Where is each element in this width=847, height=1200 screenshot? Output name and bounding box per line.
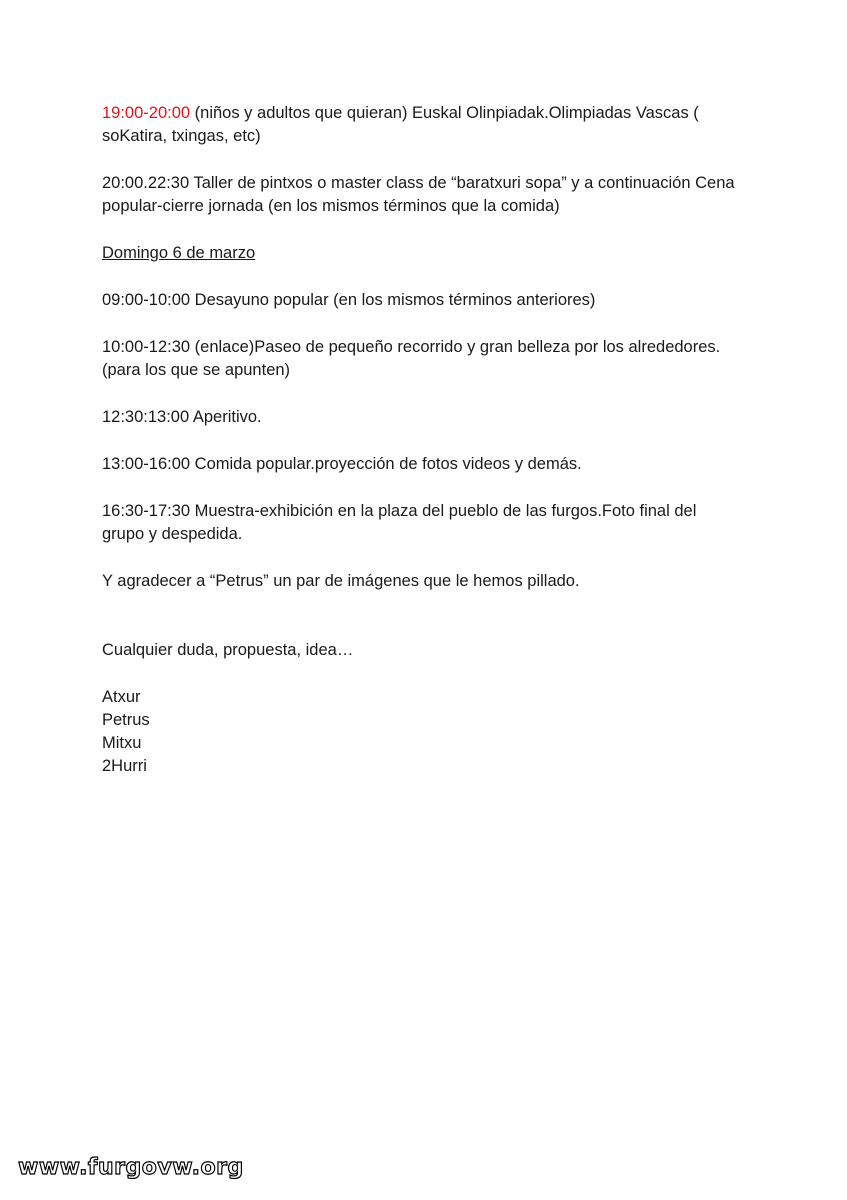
schedule-item-breakfast: 09:00-10:00 Desayuno popular (en los mismos términos anteriores) xyxy=(102,291,596,309)
schedule-item-olympics xyxy=(102,102,742,148)
signature-name: 2Hurri xyxy=(102,757,147,775)
schedule-item-lunch: 13:00-16:00 Comida popular.proyección de fotos videos y demás. xyxy=(102,455,582,473)
schedule-item-pintxos: 20:00.22:30 Taller de pintxos o master class de “baratxuri sopa” y a continuación Cena popular-cierre jornada (en los mismos términos que la comida) xyxy=(102,174,735,215)
closing-line: Cualquier duda, propuesta, idea… xyxy=(102,641,354,659)
signature-name: Atxur xyxy=(102,688,141,706)
schedule-item-text: (niños y adultos que quieran) Euskal Olinpiadak.Olimpiadas Vascas ( soKatira, txingas, etc) xyxy=(102,104,699,145)
thanks-line: Y agradecer a “Petrus” un par de imágenes que le hemos pillado. xyxy=(102,572,580,590)
schedule-item-aperitivo: 12:30:13:00 Aperitivo. xyxy=(102,408,262,426)
sunday-heading xyxy=(102,242,742,265)
schedule-item-walk: 10:00-12:30 (enlace)Paseo de pequeño recorrido y gran belleza por los alrededores.(para los que se apunten) xyxy=(102,338,721,379)
schedule-item-exhibition: 16:30-17:30 Muestra-exhibición en la plaza del pueblo de las furgos.Foto final del grupo y despedida. xyxy=(102,502,697,543)
signature-name: Petrus xyxy=(102,711,150,729)
sunday-heading-text: Domingo 6 de marzo xyxy=(102,244,256,262)
highlighted-time: 19:00-20:00 xyxy=(102,104,191,122)
signature-name: Mitxu xyxy=(102,734,142,752)
document-body xyxy=(102,102,742,778)
site-watermark: www.furgovw.org xyxy=(18,1155,244,1180)
signature-list xyxy=(102,686,742,778)
